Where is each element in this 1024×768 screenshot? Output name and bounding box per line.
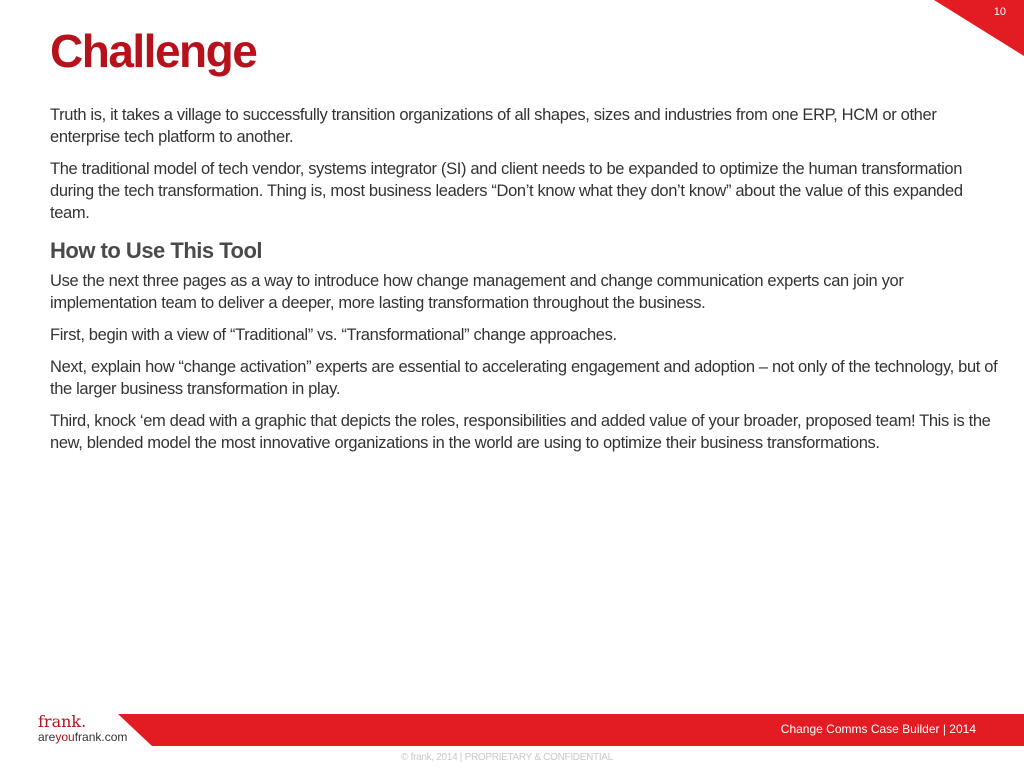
footer-caption: Change Comms Case Builder | 2014	[780, 722, 976, 736]
page-number: 10	[993, 6, 1006, 18]
section-heading: How to Use This Tool	[50, 238, 263, 263]
corner-tab	[934, 0, 1024, 56]
section-paragraph: First, begin with a view of “Traditional” vs. “Transformational” change approaches.	[50, 326, 617, 344]
intro-paragraph: The traditional model of tech vendor, systems integrator (SI) and client needs to be expanded to optimize the human transformation during the tech transformation. Thing is, most business leaders “Don’t know what they don’t know” about the value of this expanded team.	[50, 160, 963, 222]
section-paragraph: Use the next three pages as a way to introduce how change management and change communication experts can join yor implementation team to deliver a deeper, more lasting transformation throughout the business.	[50, 272, 904, 312]
slide-content	[50, 104, 998, 464]
section-paragraph: Next, explain how “change activation” experts are essential to accelerating engagement and adoption – not only of the technology, but of the larger business transformation in play.	[50, 358, 998, 398]
section-paragraph: Third, knock ‘em dead with a graphic that depicts the roles, responsibilities and added value of your broader, proposed team! This is the new, blended model the most innovative organizations in the world are using to optimize their business transformations.	[50, 412, 991, 452]
confidentiality-notice: © frank, 2014 | PROPRIETARY & CONFIDENTIAL	[401, 752, 613, 763]
logo-tagline: areyoufrank.com	[38, 730, 128, 744]
frank-logo	[38, 714, 127, 745]
slide-title: Challenge	[50, 25, 257, 77]
intro-paragraph: Truth is, it takes a village to successfully transition organizations of all shapes, sizes and industries from one ERP, HCM or other enterprise tech platform to another.	[50, 106, 937, 146]
logo-mark: frank.	[38, 712, 87, 731]
